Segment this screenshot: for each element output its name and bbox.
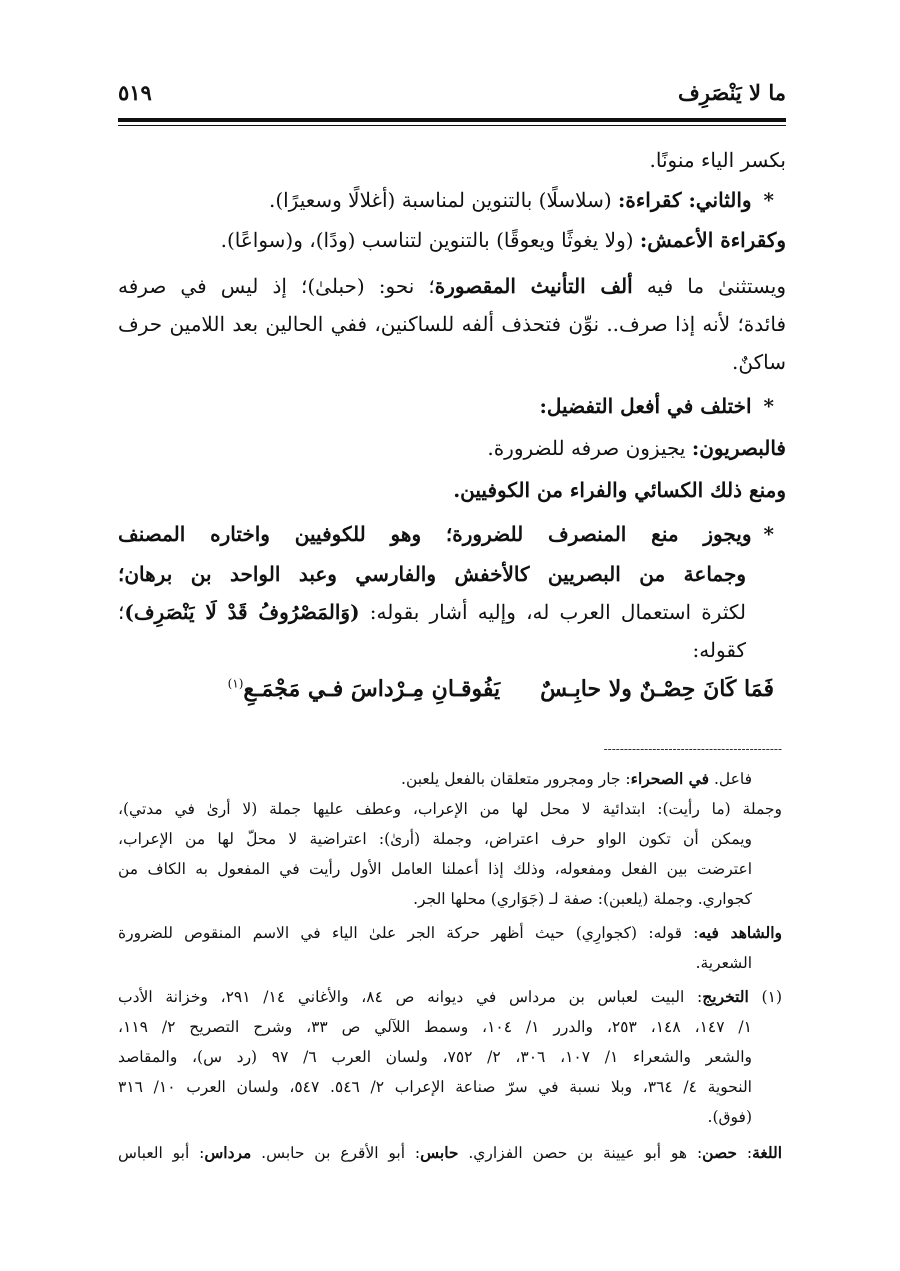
footnote-line-12: (فوق). bbox=[707, 1108, 752, 1126]
footnote-line-2: وجملة (ما رأيت): ابتدائية لا محل لها من الإعراب، وعطف عليها جملة (لا أرىٰ في مدتي)، bbox=[118, 800, 782, 818]
fn8-bold: التخريج bbox=[702, 987, 749, 1006]
l10-text: ويجوز منع المنصرف للضرورة؛ وهو للكوفيين واختاره المصنف bbox=[118, 522, 752, 546]
running-title: ما لا يَنْصَرِف bbox=[678, 80, 786, 105]
fn8-text: : البيت لعباس بن مرداس في ديوانه ص ٨٤، والأغاني ١٤/ ٢٩١، وخزانة الأدب bbox=[118, 988, 703, 1006]
fn13-b1: اللغة bbox=[752, 1143, 782, 1162]
footnote-line-8 bbox=[118, 982, 782, 1012]
bullet-star: * bbox=[763, 522, 774, 546]
fn13-b2: حصن bbox=[702, 1143, 737, 1162]
fn6-bold: والشاهد فيه bbox=[698, 923, 782, 942]
footnote-line-13 bbox=[118, 1138, 782, 1168]
l4-text-b: ؛ نحو: (حبلىٰ)؛ إذ ليس في صرفه bbox=[118, 274, 435, 298]
fn1-text: فاعل. bbox=[709, 770, 752, 788]
l3-text: (ولا يغوثًا ويعوقًا) بالتنوين لتناسب (ودًا)، و(سواعًا). bbox=[220, 228, 640, 252]
alfiyya-quote: (وَالمَصْرُوفُ قَدْ لَا يَنْصَرِف) bbox=[124, 600, 360, 624]
fn8-number: (١) bbox=[761, 988, 782, 1006]
page-number: ٥١٩ bbox=[118, 80, 152, 105]
text-line-12 bbox=[118, 592, 746, 632]
l7-text: اختلف في أفعل التفضيل: bbox=[539, 394, 752, 418]
footnote-separator: -------------------------------------------- bbox=[603, 742, 782, 756]
fn1-bold: في الصحراء bbox=[630, 769, 710, 788]
page-header bbox=[118, 80, 786, 110]
text-line-8 bbox=[487, 428, 786, 468]
text-line-5: فائدة؛ لأنه إذا صرف.. نوِّن فتحذف ألفه للساكنين، ففي الحالين بعد اللامين حرف bbox=[118, 312, 786, 336]
bullet-star: * bbox=[763, 188, 774, 212]
text-line-1: بكسر الياء منونًا. bbox=[649, 148, 786, 172]
fn13-b4: مرداس bbox=[204, 1143, 252, 1162]
fn1-rest: : جار ومجرور متعلقان بالفعل يلعبن. bbox=[401, 770, 631, 788]
l2-text: (سلاسلًا) بالتنوين لمناسبة (أغلالًا وسعيرًا). bbox=[268, 188, 619, 212]
l4-text-a: ويستثنىٰ ما فيه bbox=[632, 274, 786, 298]
l8-label: فالبصريون: bbox=[691, 436, 786, 460]
footnote-line-11: النحوية ٤/ ٣٦٤، وبلا نسبة في سرّ صناعة الإعراب ٢/ ٥٤٦. ٥٤٧، ولسان العرب ١٠/ ٣١٦ bbox=[118, 1078, 752, 1096]
footnote-line-3: ويمكن أن تكون الواو حرف اعتراض، وجملة (أرىٰ): اعتراضية لا محلّ لها من الإعراب، bbox=[118, 830, 752, 848]
text-line-6: ساكنٌ. bbox=[732, 350, 786, 374]
fn13-t2: : هو أبو عيينة بن حصن الفزاري. bbox=[458, 1144, 703, 1162]
footnote-line-6 bbox=[118, 918, 782, 948]
footnote-line-10: والشعر والشعراء ١/ ١٠٧، ٣٠٦، ٢/ ٧٥٢، ولسان العرب ٦/ ٩٧ (رد س)، والمقاصد bbox=[118, 1048, 752, 1066]
text-line-13: كقوله: bbox=[692, 638, 746, 662]
l12-text: لكثرة استعمال العرب له، وإليه أشار بقوله: bbox=[359, 600, 746, 624]
fn13-t3: : أبو الأقرع بن حابس. bbox=[251, 1144, 421, 1162]
footnote-ref: (١) bbox=[227, 676, 244, 691]
verse-second-hemistich: يَفُوقـانِ مِـرْداسَ فـي مَجْمَـعِ bbox=[243, 676, 501, 702]
l2-label: والثاني: كقراءة: bbox=[618, 188, 752, 212]
header-rule-thick bbox=[118, 118, 786, 122]
poetry-verse bbox=[227, 676, 774, 702]
text-line-4 bbox=[118, 266, 786, 306]
text-line-11: وجماعة من البصريين كالأخفش والفارسي وعبد الواحد بن برهان؛ bbox=[118, 562, 746, 586]
bullet-star: * bbox=[763, 394, 774, 418]
footnote-line-9: ١/ ١٤٧، ١٤٨، ٢٥٣، والدرر ١/ ١٠٤، وسمط اللآلي ص ٣٣، وشرح التصريح ٢/ ١١٩، bbox=[118, 1018, 752, 1036]
footnote-line-7: الشعرية. bbox=[695, 954, 752, 972]
fn13-t1: : bbox=[737, 1144, 753, 1162]
footnote-line-4: اعترضت بين الفعل ومفعوله، وذلك إذا أعملنا العامل الأول رأيت في المفعول به الكاف من bbox=[118, 860, 752, 878]
l12-end: ؛ bbox=[118, 600, 125, 624]
l8-text: يجيزون صرفه للضرورة. bbox=[487, 436, 692, 460]
text-line-2 bbox=[269, 180, 774, 220]
text-line-3 bbox=[221, 220, 786, 260]
fn6-text: : قوله: (كجوارِي) حيث أظهر حركة الجر علىٰ الياء في الاسم المنقوص للضرورة bbox=[118, 924, 699, 942]
text-line-10 bbox=[118, 514, 774, 554]
text-line-7 bbox=[540, 386, 775, 426]
fn13-t4: : أبو العباس bbox=[118, 1144, 205, 1162]
fn13-b3: حابس bbox=[420, 1143, 459, 1162]
text-line-9: ومنع ذلك الكسائي والفراء من الكوفيين. bbox=[453, 478, 786, 502]
footnote-line-1 bbox=[401, 764, 752, 794]
l4-bold: ألف التأنيث المقصورة bbox=[434, 274, 633, 298]
verse-first-hemistich: فَمَا كَانَ حِصْـنٌ ولا حابِـسٌ bbox=[540, 676, 774, 702]
l3-label: وكقراءة الأعمش: bbox=[639, 228, 786, 252]
footnote-line-5: كجواري. وجملة (يلعبن): صفة لـ (جَوَاري) محلها الجر. bbox=[413, 890, 752, 908]
header-rule-thin bbox=[118, 125, 786, 126]
